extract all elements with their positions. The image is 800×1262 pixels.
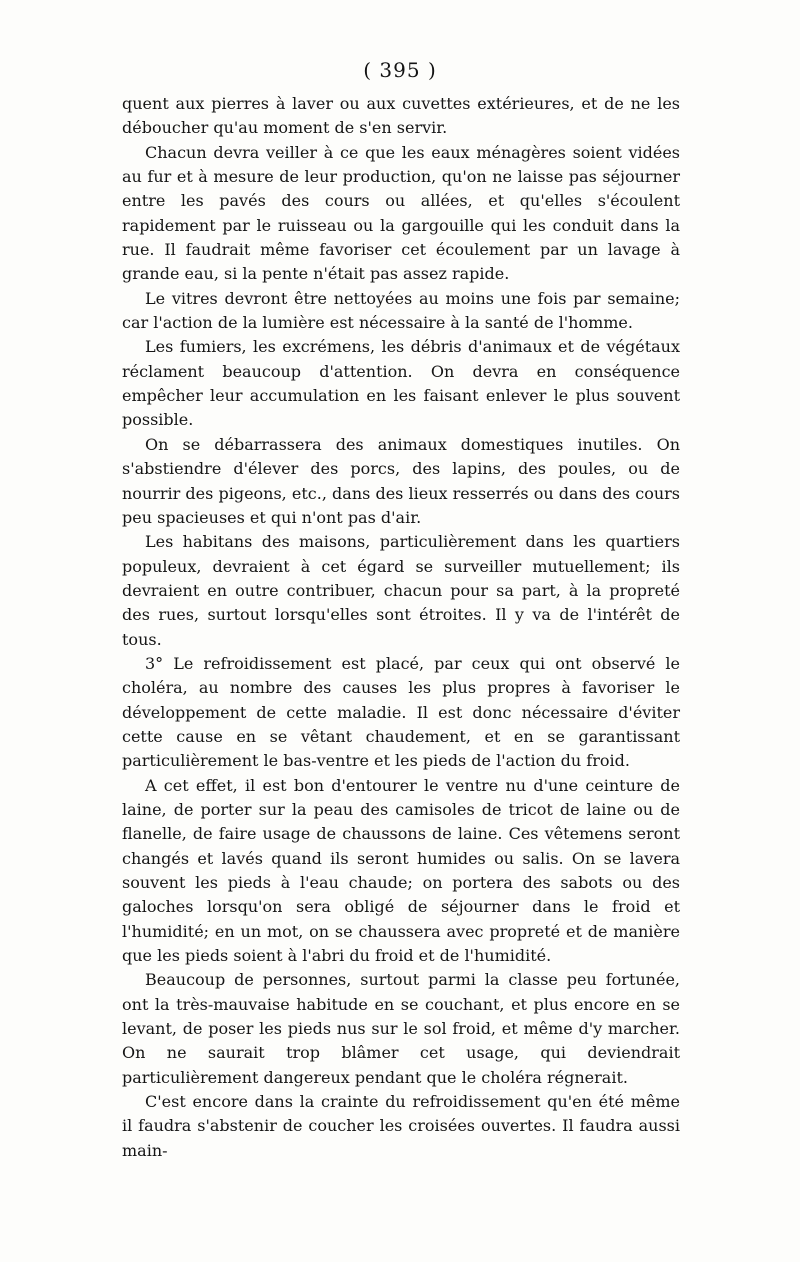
paragraph: C'est encore dans la crainte du refroidissement qu'en été même il faudra s'abstenir de coucher les croisées ouvertes. Il faudra aussi main- xyxy=(122,1092,680,1160)
paragraph: Beaucoup de personnes, surtout parmi la classe peu fortunée, ont la très-mauvaise habitude en se couchant, et plus encore en se levant, de poser les pieds nus sur le sol froid, et même d'y marcher. On ne saurait trop blâmer cet usage, qui deviendrait particulièrement dangereux pendant que le choléra régnerait. xyxy=(122,970,680,1087)
paragraph: quent aux pierres à laver ou aux cuvettes extérieures, et de ne les déboucher qu'au moment de s'en servir. xyxy=(122,94,680,138)
body-text xyxy=(122,92,680,1163)
paragraph: 3° Le refroidissement est placé, par ceux qui ont observé le choléra, au nombre des causes les plus propres à favoriser le développement de cette maladie. Il est donc nécessaire d'éviter cette cause en se vêtant chaudement, et en se garantissant particulièrement le bas-ventre et les pieds de l'action du froid. xyxy=(122,653,680,771)
paragraph: Les habitans des maisons, particulièrement dans les quartiers populeux, devraient à cet égard se surveiller mutuellement; ils devraient en outre contribuer, chacun pour sa part, à la propreté des rues, surtout lorsqu'elles sont étroites. Il y va de l'intérêt de tous. xyxy=(122,532,680,649)
paragraph: Chacun devra veiller à ce que les eaux ménagères soient vidées au fur et à mesure de leur production, qu'on ne laisse pas séjourner entre les pavés des cours ou allées, et qu'elles s'écoulent rapidement par le ruisseau ou la gargouille qui les conduit dans la rue. Il faudrait même favoriser cet écoulement par un lavage à grande eau, si la pente n'était pas assez rapide. xyxy=(122,142,680,284)
paragraph: Les fumiers, les excrémens, les débris d'animaux et de végétaux réclament beaucoup d'attention. On devra en conséquence empêcher leur accumulation en les faisant enlever le plus souvent possible. xyxy=(122,337,680,430)
paragraph: A cet effet, il est bon d'entourer le ventre nu d'une ceinture de laine, de porter sur la peau des camisoles de tricot de laine ou de flanelle, de faire usage de chaussons de laine. Ces vêtemens seront changés et lavés quand ils seront humides ou salis. On se lavera souvent les pieds à l'eau chaude; on portera des sabots ou des galoches lorsqu'on sera obligé de séjourner dans le froid et l'humidité; en un mot, on se chaussera avec propreté et de manière que les pieds soient à l'abri du froid et de l'humidité. xyxy=(122,775,680,966)
paragraph: On se débarrassera des animaux domestiques inutiles. On s'abstiendre d'élever des porcs, des lapins, des poules, ou de nourrir des pigeons, etc., dans des lieux resserrés ou dans des cours peu spacieuses et qui n'ont pas d'air. xyxy=(122,434,680,527)
paragraph: Le vitres devront être nettoyées au moins une fois par semaine; car l'action de la lumière est nécessaire à la santé de l'homme. xyxy=(122,288,680,333)
page-number: ( 395 ) xyxy=(363,58,437,82)
